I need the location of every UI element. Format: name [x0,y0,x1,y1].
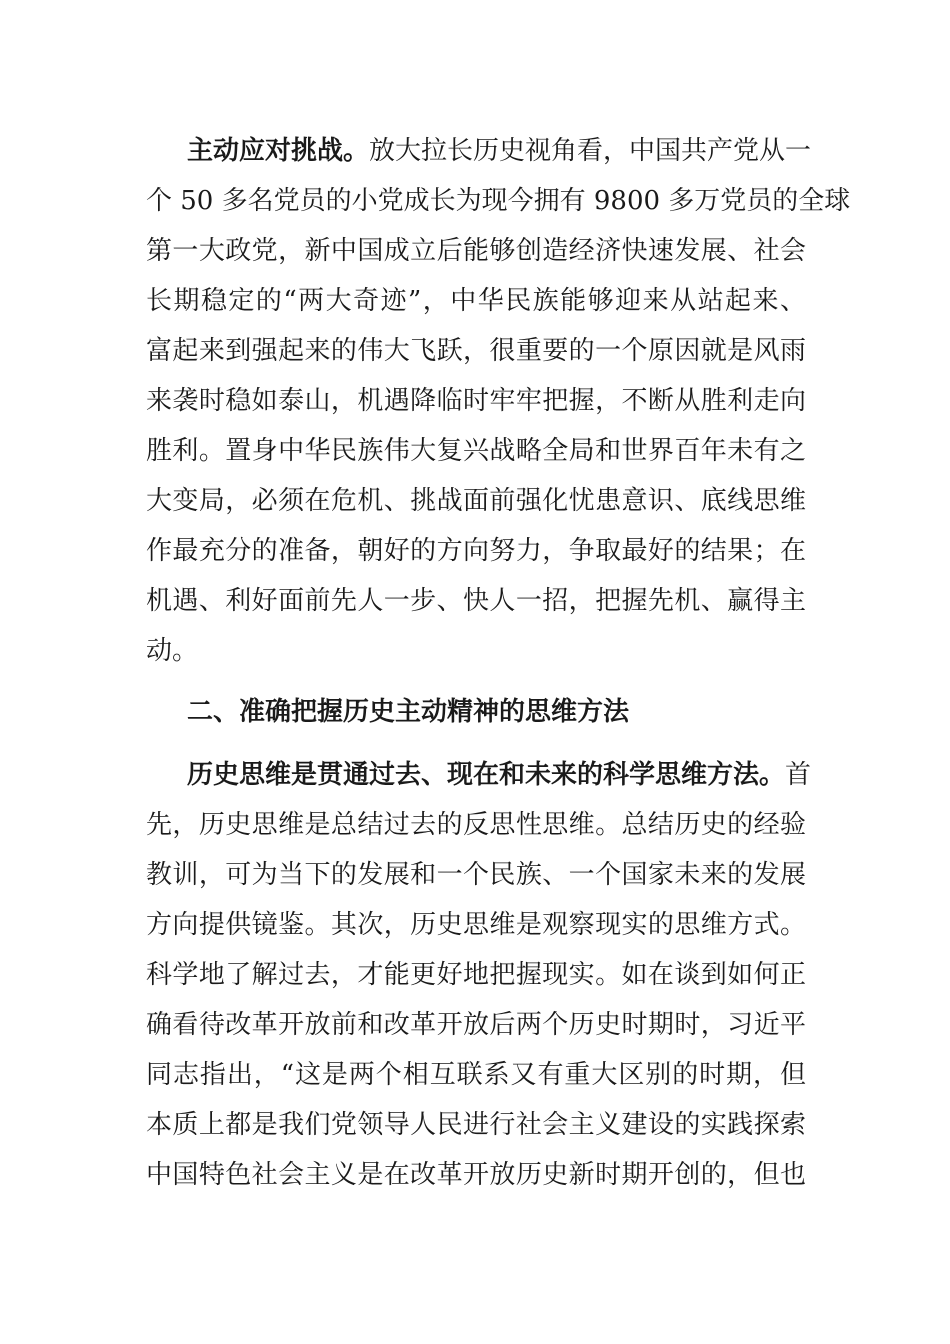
paragraph-text: 首 [785,760,812,790]
paragraph-line: 机遇、利好面前先人一步、快人一招，把握先机、赢得主 [146,586,806,616]
paragraph-line: 方向提供镜鉴。其次，历史思维是观察现实的思维方式。 [146,910,806,940]
paragraph-lead-bold: 主动应对挑战。 [187,136,370,166]
section-heading: 二、准确把握历史主动精神的思维方法 [187,697,630,727]
paragraph-line: 富起来到强起来的伟大飞跃，很重要的一个原因就是风雨 [146,336,806,366]
paragraph-line: 个 50 多名党员的小党成长为现今拥有 9800 多万党员的全球 [146,186,851,216]
paragraph-line: 第一大政党，新中国成立后能够创造经济快速发展、社会 [146,236,806,266]
paragraph-line: 长期稳定的“两大奇迹”，中华民族能够迎来从站起来、 [146,286,806,316]
paragraph-line: 动。 [146,636,199,666]
paragraph-line: 作最充分的准备，朝好的方向努力，争取最好的结果；在 [146,536,806,566]
paragraph-line: 科学地了解过去，才能更好地把握现实。如在谈到如何正 [146,960,806,990]
paragraph-line: 同志指出，“这是两个相互联系又有重大区别的时期，但 [146,1060,806,1090]
paragraph-lead-bold: 历史思维是贯通过去、现在和未来的科学思维方法。 [187,760,786,790]
paragraph-line: 大变局，必须在危机、挑战面前强化忧患意识、底线思维 [146,486,806,516]
paragraph-line: 来袭时稳如泰山，机遇降临时牢牢把握，不断从胜利走向 [146,386,806,416]
paragraph-line: 本质上都是我们党领导人民进行社会主义建设的实践探索 [146,1110,806,1140]
paragraph-line [187,755,812,795]
paragraph-line: 中国特色社会主义是在改革开放历史新时期开创的，但也 [146,1160,806,1190]
paragraph-line: 确看待改革开放前和改革开放后两个历史时期时，习近平 [146,1010,806,1040]
paragraph-text: 放大拉长历史视角看，中国共产党从一 [369,136,812,166]
paragraph-line: 胜利。置身中华民族伟大复兴战略全局和世界百年未有之 [146,436,806,466]
paragraph-line: 教训，可为当下的发展和一个民族、一个国家未来的发展 [146,860,806,890]
paragraph-line: 先，历史思维是总结过去的反思性思维。总结历史的经验 [146,810,806,840]
paragraph-line [187,131,812,171]
